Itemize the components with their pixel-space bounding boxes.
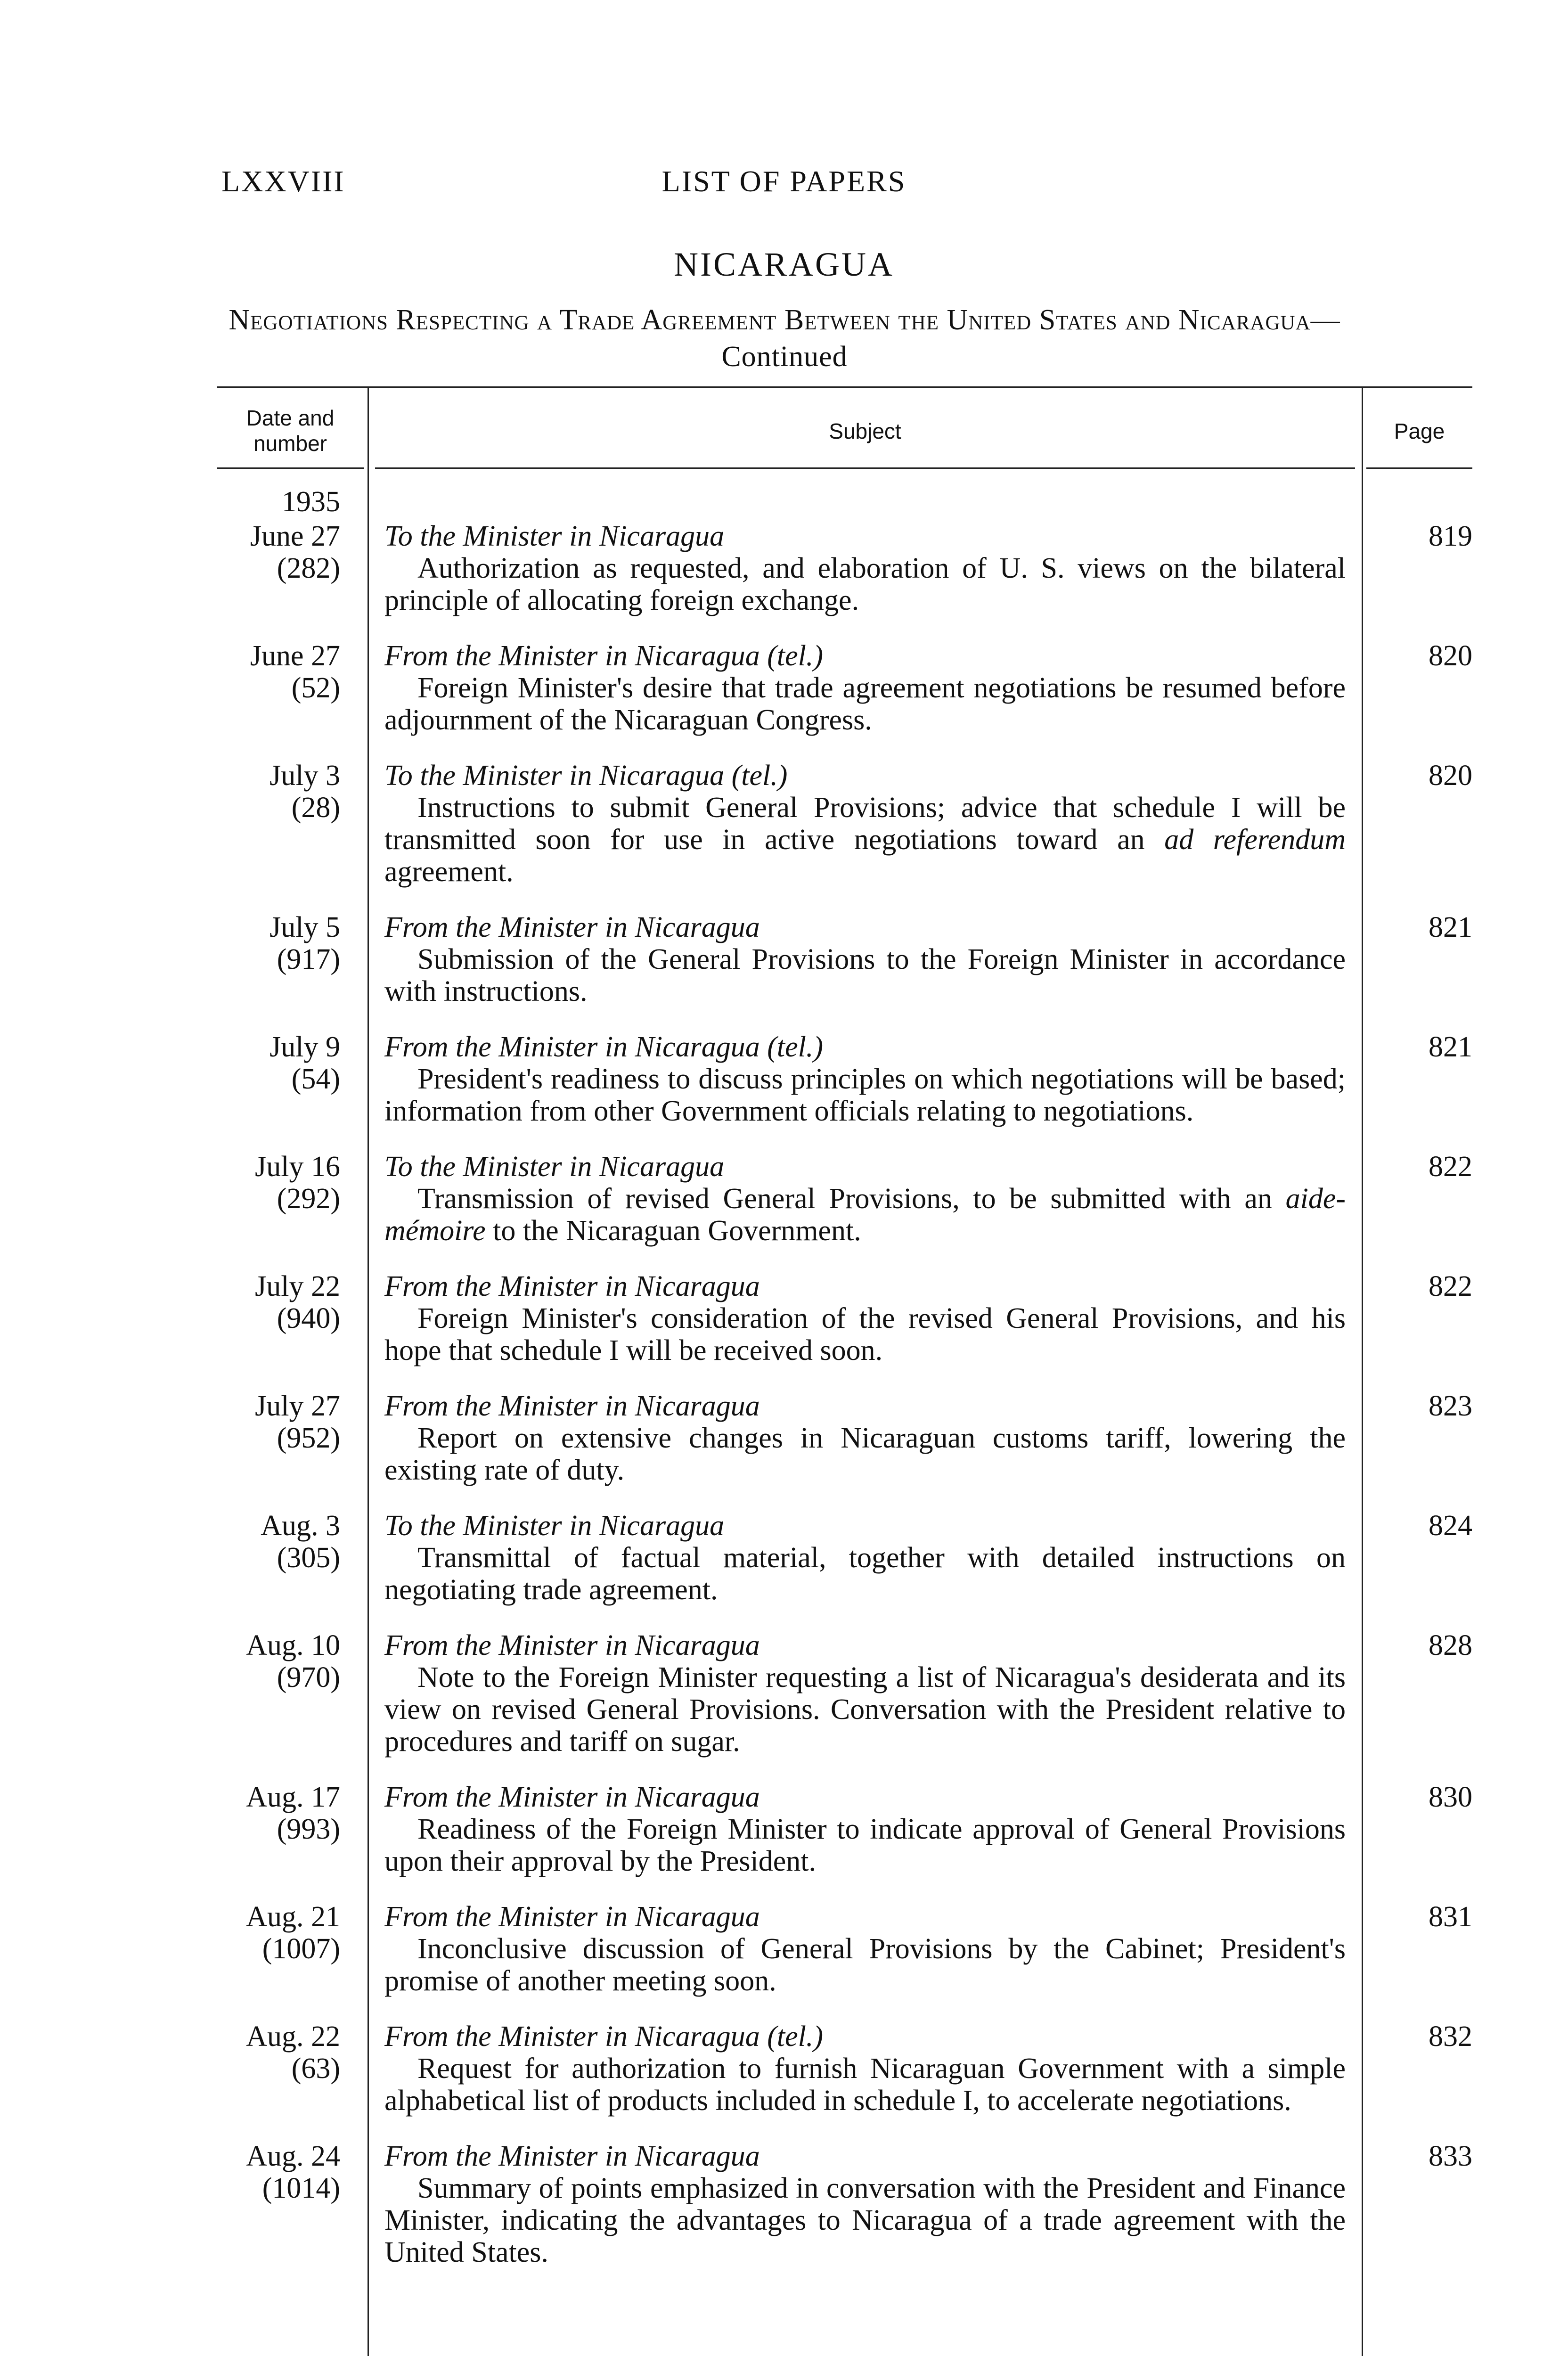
entry-description: Instructions to submit General Provisions; advice that schedule I will be transmitted soon for use in active negotiations toward an ad referendum agreement. [384,792,1346,888]
entry-date-label: July 3 [270,760,340,792]
entry-date [217,760,340,824]
entry-date-label: July 9 [270,1031,340,1063]
entry-subject [384,911,1346,1007]
header-rule-page [1366,467,1472,469]
entry-page: 832 [1429,2021,1472,2053]
entry-date [217,1510,340,1574]
entry-date [217,1151,340,1215]
entry-correspondent: From the Minister in Nicaragua [384,1629,760,1661]
entry-page: 819 [1429,520,1472,552]
entry-date [217,1270,340,1334]
entry-date-label: June 27 [250,640,340,672]
list-item [0,760,1568,888]
entry-page: 824 [1429,1510,1472,1542]
entry-page: 821 [1429,1031,1472,1063]
entry-description: Note to the Foreign Minister requesting a list of Nicaragua's desiderata and its view on revised General Provisions. Conversation with the President relative to procedures and tariff on sugar. [384,1661,1346,1758]
entry-description-italic: aide-mémoire [384,1183,1346,1247]
entry-date-label: Aug. 3 [261,1510,340,1542]
entry-date-label: Aug. 10 [246,1629,340,1661]
entry-description: Foreign Minister's desire that trade agreement negotiations be resumed before adjournment of the Nicaraguan Congress. [384,672,1346,736]
entry-correspondent: From the Minister in Nicaragua [384,2140,760,2172]
entry-subject [384,640,1346,736]
entry-subject [384,1629,1346,1758]
entry-number: (305) [277,1542,340,1574]
list-item [0,1510,1568,1606]
entry-page: 823 [1429,1390,1472,1422]
entry-subject [384,1781,1346,1877]
entry-subject [384,1151,1346,1247]
entry-number: (940) [277,1302,340,1334]
year-label: 1935 [282,486,340,518]
list-item [0,1629,1568,1758]
entry-description: Inconclusive discussion of General Provisions by the Cabinet; President's promise of another meeting soon. [384,1933,1346,1997]
entry-description: Foreign Minister's consideration of the revised General Provisions, and his hope that schedule I will be received soon. [384,1302,1346,1366]
entry-correspondent: To the Minister in Nicaragua [384,520,725,552]
list-item [0,911,1568,1007]
entry-date-label: Aug. 21 [246,1901,340,1933]
entry-date [217,1390,340,1454]
entry-description: Authorization as requested, and elaboration of U. S. views on the bilateral principle of allocating foreign exchange. [384,552,1346,616]
entry-correspondent: From the Minister in Nicaragua (tel.) [384,640,824,672]
entry-number: (917) [277,943,340,975]
entry-page: 821 [1429,911,1472,943]
entry-correspondent: From the Minister in Nicaragua [384,1270,760,1302]
entry-correspondent: From the Minister in Nicaragua (tel.) [384,2021,824,2053]
table-top-rule [217,386,1472,388]
entry-number: (1007) [262,1933,340,1965]
entry-subject [384,1031,1346,1127]
list-item [0,1031,1568,1127]
entry-correspondent: To the Minister in Nicaragua [384,1151,725,1183]
section-heading-continued: —Continued [721,304,1340,373]
entry-correspondent: From the Minister in Nicaragua (tel.) [384,1031,824,1063]
entry-date [217,640,340,704]
list-item [0,1151,1568,1247]
entry-description: Readiness of the Foreign Minister to indicate approval of General Provisions upon their approval by the President. [384,1813,1346,1877]
entry-page: 830 [1429,1781,1472,1813]
running-head [221,164,1347,206]
entry-description: Transmittal of factual material, together with detailed instructions on negotiating trade agreement. [384,1542,1346,1606]
entry-date [217,1901,340,1965]
entry-correspondent: From the Minister in Nicaragua [384,911,760,943]
entry-date [217,2140,340,2204]
list-item [0,1390,1568,1486]
list-item [0,1270,1568,1366]
entry-page: 822 [1429,1151,1472,1183]
entries-list [0,520,1568,2356]
entry-correspondent: To the Minister in Nicaragua [384,1510,725,1542]
entry-number: (28) [291,792,340,824]
header-rule-subject [375,467,1355,469]
entry-number: (993) [277,1813,340,1845]
entry-date [217,1781,340,1845]
list-item [0,520,1568,616]
entry-correspondent: From the Minister in Nicaragua [384,1901,760,1933]
country-heading: NICARAGUA [674,245,894,283]
entry-page: 822 [1429,1270,1472,1302]
list-item [0,640,1568,736]
entry-date-label: July 22 [255,1270,340,1302]
entry-date-label: Aug. 22 [246,2021,340,2053]
entry-number: (282) [277,552,340,584]
entry-subject [384,1390,1346,1486]
entry-page: 820 [1429,760,1472,792]
entry-number: (54) [291,1063,340,1095]
entry-date [217,520,340,584]
running-title: LIST OF PAPERS [662,164,906,198]
entry-number: (952) [277,1422,340,1454]
entry-page: 831 [1429,1901,1472,1933]
entry-subject [384,760,1346,888]
entry-date [217,911,340,975]
entry-correspondent: From the Minister in Nicaragua [384,1390,760,1422]
entry-correspondent: From the Minister in Nicaragua [384,1781,760,1813]
entry-subject [384,1510,1346,1606]
entry-number: (970) [277,1661,340,1693]
entry-number: (63) [291,2053,340,2085]
page-numeral: LXXVIII [221,164,345,198]
list-item [0,2140,1568,2268]
entry-description: Transmission of revised General Provisions, to be submitted with an aide-mémoire to the Nicaraguan Government. [384,1183,1346,1247]
entry-subject [384,1901,1346,1997]
entry-date-label: July 5 [270,911,340,943]
entry-description: Report on extensive changes in Nicaraguan customs tariff, lowering the existing rate of duty. [384,1422,1346,1486]
entry-description-italic: ad referendum [1164,824,1346,856]
entry-date-label: Aug. 24 [246,2140,340,2172]
entry-subject [384,1270,1346,1366]
entry-subject [384,2140,1346,2268]
entry-page: 833 [1429,2140,1472,2172]
entry-description: Request for authorization to furnish Nicaraguan Government with a simple alphabetical list of products included in schedule I, to accelerate negotiations. [384,2053,1346,2117]
entry-page: 820 [1429,640,1472,672]
header-rule-date [217,467,364,469]
entry-date [217,1031,340,1095]
entry-date-label: July 16 [255,1151,340,1183]
entry-number: (1014) [262,2172,340,2204]
column-header-date: Date and number [246,406,335,456]
entry-description: Summary of points emphasized in conversation with the President and Finance Minister, indicating the advantages to Nicaragua of a trade agreement with the United States. [384,2172,1346,2268]
entry-subject [384,2021,1346,2117]
entry-date-label: June 27 [250,520,340,552]
entry-subject [384,520,1346,616]
list-item [0,1901,1568,1997]
entry-date-label: Aug. 17 [246,1781,340,1813]
entry-page: 828 [1429,1629,1472,1661]
entry-number: (292) [277,1183,340,1215]
section-heading-text: Negotiations Respecting a Trade Agreement Between the United States and Nicaragua [229,304,1311,336]
entry-description: President's readiness to discuss principles on which negotiations will be based; information from other Government officials relating to negotiations. [384,1063,1346,1127]
list-item [0,2021,1568,2117]
entry-description: Submission of the General Provisions to the Foreign Minister in accordance with instructions. [384,943,1346,1007]
entry-date [217,2021,340,2085]
section-heading [203,302,1366,375]
list-item [0,1781,1568,1877]
entry-date [217,1629,340,1693]
column-header-page: Page [1394,419,1445,443]
entry-number: (52) [291,672,340,704]
column-header-subject: Subject [829,419,901,443]
entry-date-label: July 27 [255,1390,340,1422]
entry-correspondent: To the Minister in Nicaragua (tel.) [384,760,788,792]
